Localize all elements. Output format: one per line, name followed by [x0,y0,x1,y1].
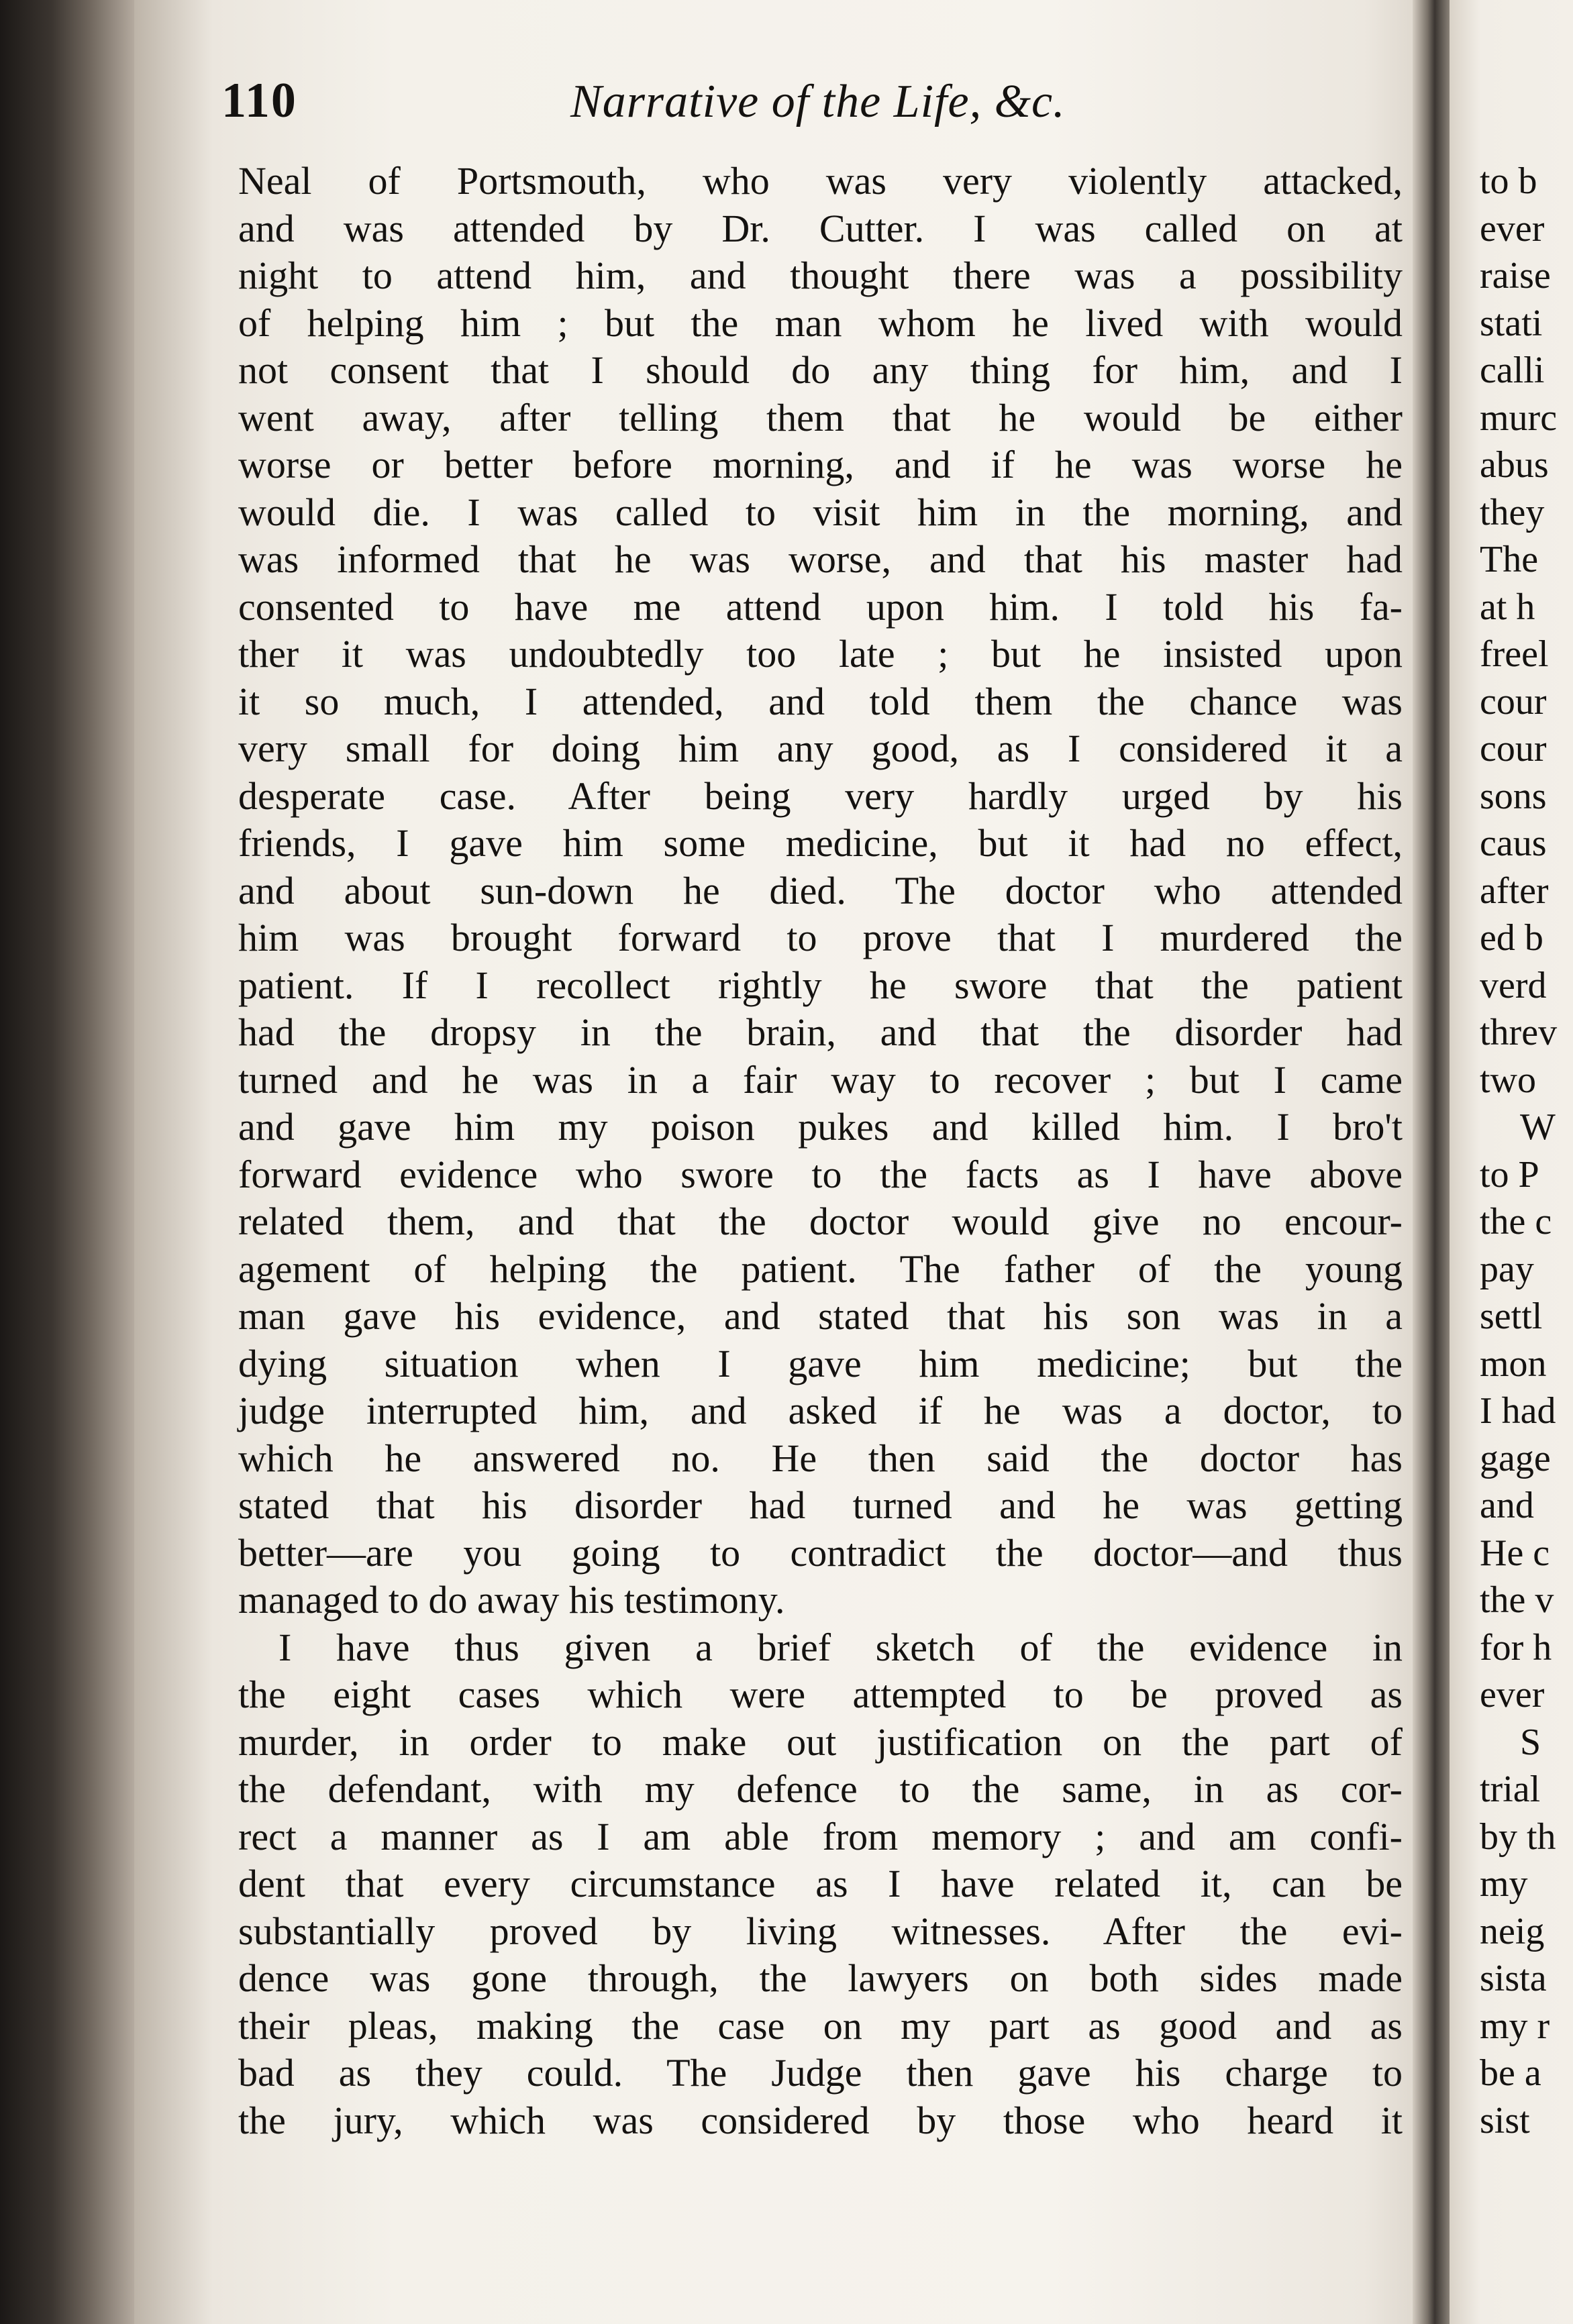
text-line: the jury, which was considered by those who heard it [238,2098,1403,2142]
paragraph-start-line: I have thus given a brief sketch of the evidence in [278,1625,1403,1669]
text-line: rect a manner as I am able from memory ; and am confi- [238,1814,1403,1858]
text-line: patient. If I recollect rightly he swore that the patient [238,963,1403,1007]
text-line: and gave him my poison pukes and killed him. I bro't [238,1105,1403,1149]
page-header [221,72,1362,146]
facing-line: mon [1480,1342,1547,1385]
text-line: turned and he was in a fair way to recover ; but I came [238,1057,1403,1102]
text-line: man gave his evidence, and stated that his son was in a [238,1294,1403,1338]
facing-line: stati [1480,302,1543,344]
text-line: which he answered no. He then said the doctor has [238,1436,1403,1480]
facing-line: W [1520,1106,1556,1148]
facing-line: abus [1480,444,1549,486]
text-line: dence was gone through, the lawyers on both sides made [238,1956,1403,2000]
text-line: related them, and that the doctor would give no encour- [238,1200,1403,1243]
page-gutter [1413,0,1450,2324]
facing-line: S [1520,1721,1541,1763]
text-line: very small for doing him any good, as I considered it a [238,727,1403,770]
text-line: would die. I was called to visit him in the morning, and [238,490,1403,534]
text-line: their pleas, making the case on my part as good and as [238,2003,1403,2048]
text-line: agement of helping the patient. The father of the young [238,1247,1403,1291]
text-line: it so much, I attended, and told them the chance was [238,679,1403,723]
paragraph-end-line: managed to do away his testimony. [238,1578,785,1622]
facing-line: to b [1480,160,1537,202]
text-line: him was brought forward to prove that I murdered the [238,916,1403,959]
facing-line: pay [1480,1248,1534,1290]
text-line: worse or better before morning, and if he was worse he [238,443,1403,486]
facing-line: the v [1480,1579,1554,1621]
facing-line: freel [1480,633,1549,675]
text-line: night to attend him, and thought there was a possibility [238,254,1403,297]
text-line: had the dropsy in the brain, and that the disorder had [238,1010,1403,1054]
text-line: dying situation when I gave him medicine; but the [238,1341,1403,1385]
text-line: friends, I gave him some medicine, but it had no effect, [238,821,1403,865]
text-line: desperate case. After being very hardly urged by his [238,774,1403,818]
running-head: Narrative of the Life, &c. [570,76,1066,127]
facing-line: my [1480,1863,1528,1905]
facing-line: verd [1480,964,1547,1006]
facing-line: raise [1480,255,1551,297]
facing-line: for h [1480,1626,1552,1669]
facing-line: be a [1480,2052,1541,2094]
text-line: ther it was undoubtedly too late ; but he insisted upon [238,632,1403,676]
facing-line: my r [1480,2005,1550,2047]
facing-line: sista [1480,1958,1547,1999]
text-line: consented to have me attend upon him. I told his fa- [238,584,1403,629]
page-number: 110 [221,73,297,128]
text-line: bad as they could. The Judge then gave his charge to [238,2051,1403,2095]
facing-line: ever [1480,207,1545,250]
text-line: substantially proved by living witnesses. After the evi- [238,1909,1403,1953]
facing-line: ever [1480,1674,1545,1715]
facing-line: I had [1480,1390,1556,1432]
book-spine-shadow [0,0,148,2324]
facing-line: trial [1480,1768,1541,1810]
facing-line: He c [1480,1532,1550,1574]
facing-line: gage [1480,1437,1551,1479]
facing-line: by th [1480,1815,1556,1858]
body-text [238,158,1403,2144]
facing-line: two [1480,1059,1536,1101]
facing-line: the c [1480,1201,1552,1243]
facing-line: and [1480,1485,1534,1526]
facing-line: cour [1480,680,1547,723]
facing-line: to P [1480,1153,1539,1196]
facing-line: after [1480,869,1549,912]
text-line: went away, after telling them that he would be either [238,395,1403,439]
facing-line: settl [1480,1296,1543,1337]
text-line: was informed that he was worse, and that his master had [238,537,1403,581]
facing-line: caus [1480,823,1547,864]
text-line: the defendant, with my defence to the same, in as cor- [238,1767,1403,1811]
facing-line: sons [1480,775,1547,817]
facing-line: threv [1480,1012,1558,1053]
text-line: the eight cases which were attempted to be proved as [238,1673,1403,1716]
facing-line: calli [1480,350,1545,391]
text-line: judge interrupted him, and asked if he was a doctor, to [238,1389,1403,1432]
facing-line: murc [1480,397,1558,439]
facing-line: ed b [1480,917,1543,959]
facing-line: they [1480,491,1545,533]
text-line: better—are you going to contradict the doctor—and thus [238,1530,1403,1575]
facing-line: sist [1480,2099,1530,2142]
facing-page-text [1480,158,1573,2144]
text-line: forward evidence who swore to the facts as I have above [238,1152,1403,1196]
text-line: of helping him ; but the man whom he lived with would [238,301,1403,345]
text-line: not consent that I should do any thing for him, and I [238,348,1403,392]
text-line: dent that every circumstance as I have related it, can be [238,1862,1403,1905]
facing-line: The [1480,539,1539,580]
facing-line: neig [1480,1910,1545,1952]
text-line: and was attended by Dr. Cutter. I was called on at [238,206,1403,250]
text-line: stated that his disorder had turned and he was getting [238,1483,1403,1527]
text-line: and about sun-down he died. The doctor who attended [238,868,1403,912]
facing-line: cour [1480,728,1547,770]
text-line: murder, in order to make out justification on the part of [238,1720,1403,1764]
facing-line: at h [1480,586,1535,628]
text-line: Neal of Portsmouth, who was very violently attacked, [238,159,1403,203]
